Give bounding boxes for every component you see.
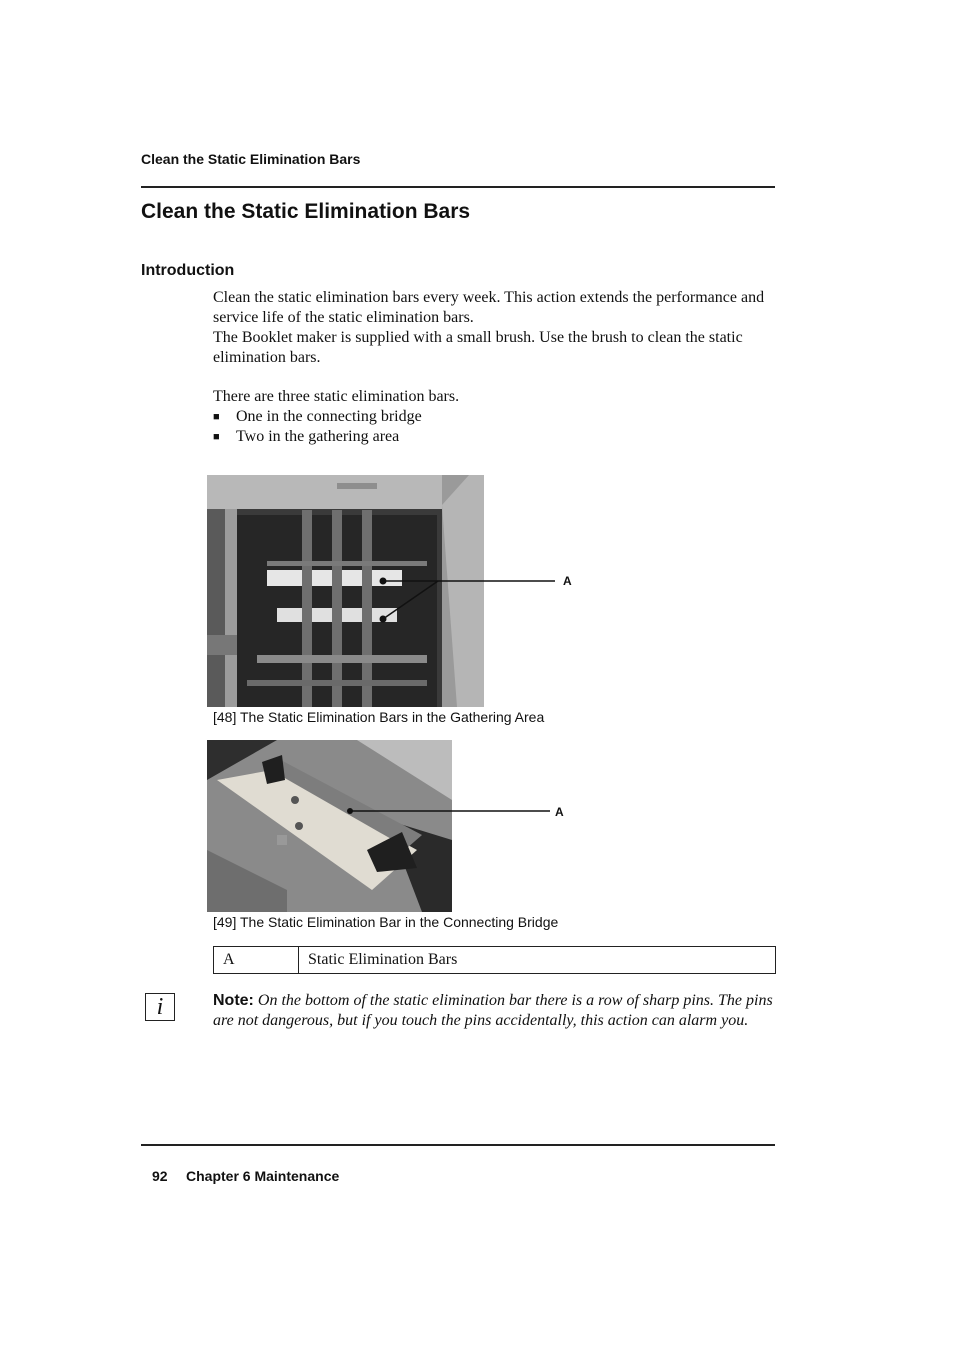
connecting-bridge-photo [207,740,452,912]
footer-rule [141,1144,775,1146]
legend-key-cell: A [214,947,299,973]
callout-label: A [555,805,564,819]
bullet-square-icon: ■ [213,411,220,423]
legend-value-cell: Static Elimination Bars [308,951,458,968]
chapter-label: Chapter 6 Maintenance [186,1168,340,1184]
figure-caption: [49] The Static Elimination Bar in the Connecting Bridge [213,914,559,930]
info-icon: i [145,993,175,1021]
list-item: ■ Two in the gathering area [213,428,400,445]
page-number: 92 [152,1168,168,1184]
intro-paragraph-3: There are three static elimination bars. [213,388,460,405]
list-item: ■ One in the connecting bridge [213,408,422,425]
intro-paragraph-1: Clean the static elimination bars every week. This action extends the performance and service life of the static elimination bars. [213,289,765,326]
page-title: Clean the Static Elimination Bars [141,200,471,223]
running-header: Clean the Static Elimination Bars [141,151,361,167]
note-body: On the bottom of the static elimination bar there is a row of sharp pins. The pins are not dangerous, but if you touch the pins accidentally, this action can alarm you. [213,992,773,1029]
figure-caption: [48] The Static Elimination Bars in the Gathering Area [213,709,545,725]
bullet-square-icon: ■ [213,431,220,443]
note-block [213,991,778,1031]
callout-leader-line [340,800,560,820]
callout-label: A [563,574,572,588]
callout-leader-lines [370,570,570,630]
note-label: Note: [213,992,254,1009]
legend-table [213,946,776,974]
intro-paragraph-2: The Booklet maker is supplied with a small brush. Use the brush to clean the static elimination bars. [213,329,743,366]
section-heading: Introduction [141,262,235,279]
header-rule [141,186,775,188]
